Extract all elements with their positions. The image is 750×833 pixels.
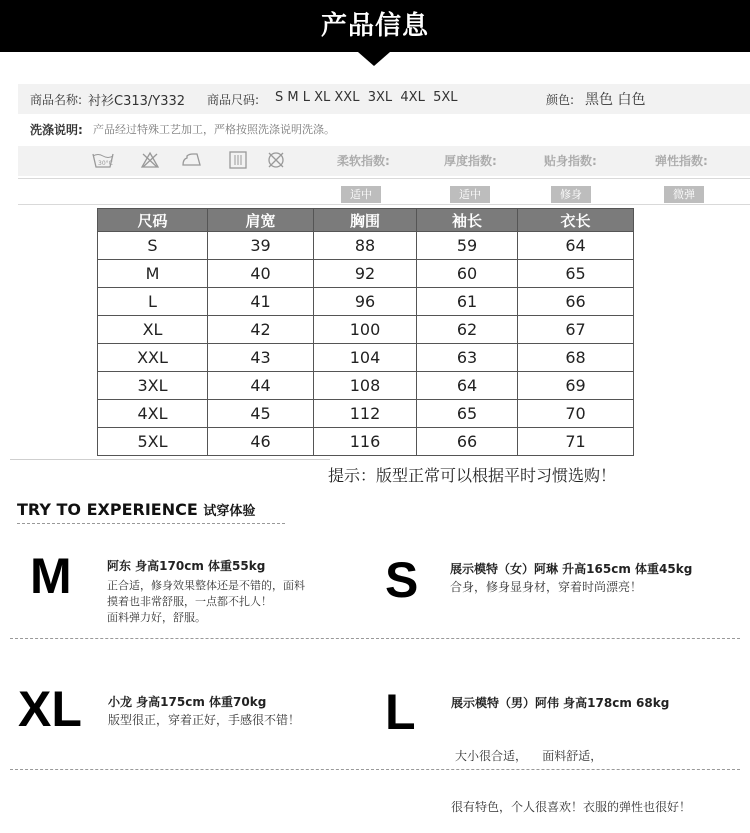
table-cell: 43 — [208, 344, 314, 372]
model-name: 展示模特（男）阿伟 身高178cm 68kg — [451, 696, 670, 710]
softness-index-label: 柔软指数: — [337, 154, 390, 168]
model-review — [108, 712, 300, 728]
section-divider — [10, 769, 740, 770]
table-cell: S — [98, 232, 208, 260]
table-cell: 88 — [314, 232, 417, 260]
table-cell: 71 — [518, 428, 634, 456]
table-cell: 108 — [314, 372, 417, 400]
wash-label: 洗涤说明: — [30, 123, 83, 137]
table-header-row — [98, 209, 634, 232]
experience-title-en: TRY TO EXPERIENCE — [17, 500, 198, 519]
experience-title — [17, 500, 255, 519]
model-review — [450, 579, 642, 595]
table-cell: 68 — [518, 344, 634, 372]
table-cell: 45 — [208, 400, 314, 428]
table-cell: XL — [98, 316, 208, 344]
table-cell: 96 — [314, 288, 417, 316]
review-line: 大小很合适， 面料舒适， — [455, 749, 603, 763]
tumble-icon — [229, 151, 247, 173]
table-row — [98, 260, 634, 288]
review-line: 版型很正，穿着正好，手感很不错！ — [108, 713, 301, 727]
table-cell: 3XL — [98, 372, 208, 400]
fit-index-label: 贴身指数: — [544, 154, 597, 168]
fit-index-badge: 修身 — [551, 186, 591, 203]
product-color-label: 颜色: — [546, 93, 575, 107]
table-cell: 44 — [208, 372, 314, 400]
table-cell: 69 — [518, 372, 634, 400]
review-line: 面料弹力好，舒服。 — [107, 611, 206, 624]
thickness-index-label: 厚度指数: — [444, 154, 497, 168]
table-cell: 4XL — [98, 400, 208, 428]
product-name-value: 衬衫C313/Y332 — [88, 94, 186, 109]
model-name: 小龙 身高175cm 体重70kg — [108, 695, 267, 709]
divider — [18, 178, 750, 179]
table-cell: 62 — [417, 316, 518, 344]
size-badge-l: L — [385, 684, 416, 740]
size-badge-xl: XL — [18, 681, 82, 737]
size-badge-m: M — [30, 548, 72, 604]
header-size: 尺码 — [98, 209, 208, 232]
model-review — [451, 714, 691, 833]
table-cell: 70 — [518, 400, 634, 428]
table-cell: 41 — [208, 288, 314, 316]
table-cell: 116 — [314, 428, 417, 456]
section-divider — [10, 638, 740, 639]
divider — [10, 459, 330, 460]
table-row — [98, 372, 634, 400]
model-name: 展示模特（女）阿琳 升高165cm 体重45kg — [450, 562, 693, 576]
model-name: 阿东 身高170cm 体重55kg — [107, 559, 266, 573]
table-cell: 65 — [417, 400, 518, 428]
table-cell: 104 — [314, 344, 417, 372]
table-row — [98, 232, 634, 260]
table-cell: M — [98, 260, 208, 288]
table-cell: 66 — [518, 288, 634, 316]
table-cell: 66 — [417, 428, 518, 456]
table-cell: 100 — [314, 316, 417, 344]
header-length: 衣长 — [518, 209, 634, 232]
table-cell: 92 — [314, 260, 417, 288]
banner-notch — [358, 52, 390, 66]
table-cell: 39 — [208, 232, 314, 260]
elasticity-index-label: 弹性指数: — [655, 154, 708, 168]
header-chest: 胸围 — [314, 209, 417, 232]
table-row — [98, 288, 634, 316]
iron-icon — [181, 152, 203, 172]
size-tip: 提示：版型正常可以根据平时习惯选购！ — [328, 466, 617, 485]
table-cell: 64 — [417, 372, 518, 400]
product-size-label: 商品尺码: — [207, 93, 260, 107]
table-cell: 61 — [417, 288, 518, 316]
table-cell: 42 — [208, 316, 314, 344]
table-cell: 59 — [417, 232, 518, 260]
size-table — [97, 208, 634, 456]
table-cell: 46 — [208, 428, 314, 456]
svg-text:30°C: 30°C — [98, 160, 113, 167]
table-cell: L — [98, 288, 208, 316]
header-shoulder: 肩宽 — [208, 209, 314, 232]
table-cell: 63 — [417, 344, 518, 372]
header-sleeve: 袖长 — [417, 209, 518, 232]
wash-value: 产品经过特殊工艺加工，严格按照洗涤说明洗涤。 — [93, 123, 335, 136]
experience-title-cn: 试穿体验 — [203, 504, 256, 519]
thickness-index-badge: 适中 — [450, 186, 490, 203]
table-row — [98, 400, 634, 428]
table-row — [98, 316, 634, 344]
table-cell: 40 — [208, 260, 314, 288]
no-dryclean-icon — [266, 151, 286, 173]
size-badge-s: S — [385, 552, 419, 608]
model-review — [107, 578, 305, 626]
table-row — [98, 428, 634, 456]
review-line: 合身，修身显身材，穿着时尚漂亮！ — [450, 580, 643, 594]
table-cell: XXL — [98, 344, 208, 372]
product-name-label: 商品名称: — [30, 93, 83, 107]
elasticity-index-badge: 微弹 — [664, 186, 704, 203]
product-color-value: 黑色 白色 — [585, 92, 646, 108]
no-bleach-icon — [140, 151, 160, 173]
page-title: 产品信息 — [320, 11, 429, 41]
table-cell: 67 — [518, 316, 634, 344]
review-line: 很有特色，个人很喜欢！衣服的弹性也很好！ — [451, 800, 692, 814]
product-size-value: S M L XL XXL 3XL 4XL 5XL — [275, 90, 458, 105]
experience-underline — [17, 523, 285, 524]
review-line: 摸着也非常舒服，一点都不扎人！ — [107, 595, 272, 608]
review-line: 正合适，修身效果整体还是不错的，面料 — [107, 579, 305, 592]
softness-index-badge: 适中 — [341, 186, 381, 203]
table-cell: 60 — [417, 260, 518, 288]
table-cell: 5XL — [98, 428, 208, 456]
table-row — [98, 344, 634, 372]
table-cell: 112 — [314, 400, 417, 428]
divider — [18, 204, 750, 205]
wash-30-icon — [92, 151, 114, 173]
table-cell: 65 — [518, 260, 634, 288]
table-cell: 64 — [518, 232, 634, 260]
